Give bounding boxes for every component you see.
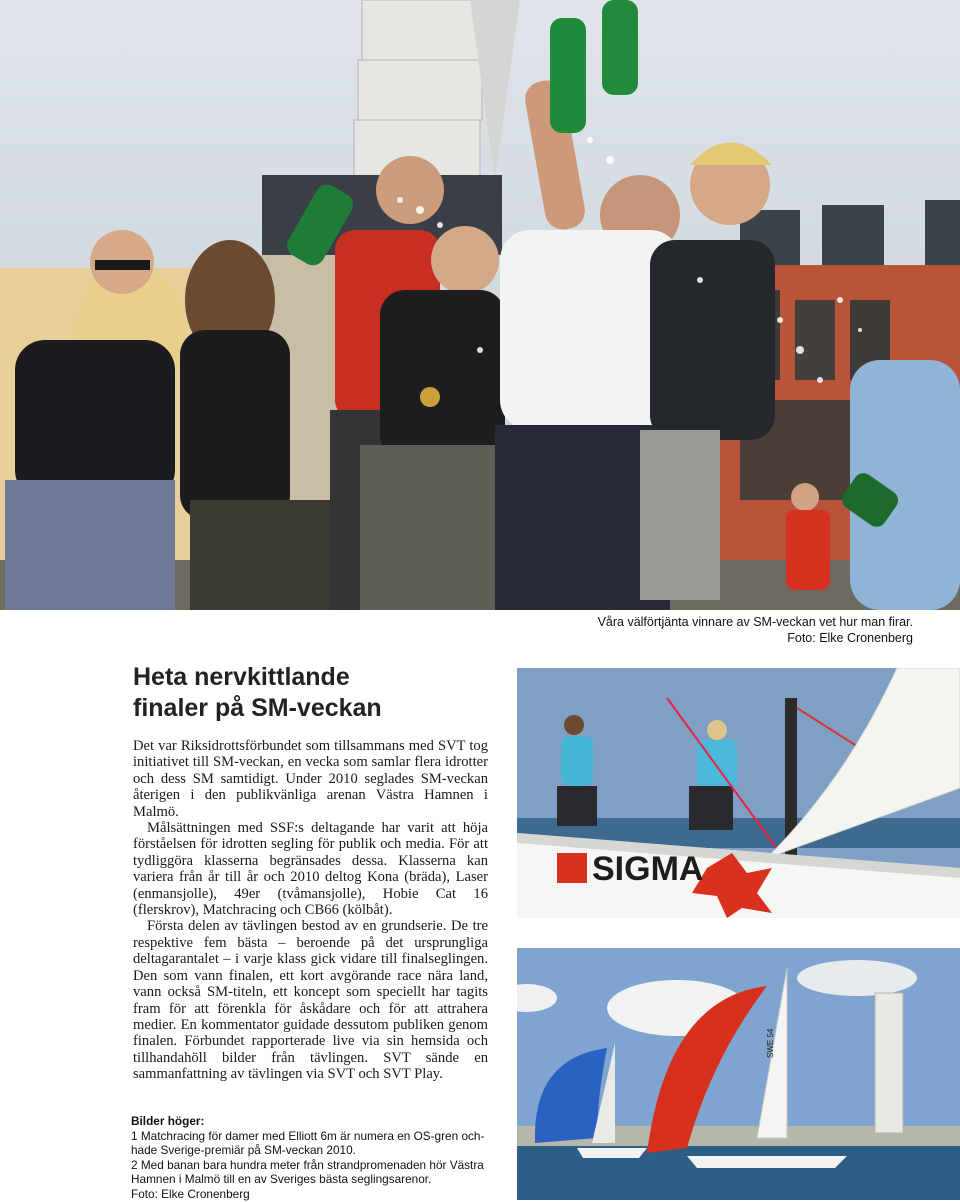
headline-line-2: finaler på SM-veckan [133,694,382,722]
caption-item-1: 1 Matchracing för damer med Elliott 6m är numera en OS-gren och-hade Sverige-premiär på SM-veckan 2010. [131,1128,485,1158]
article-headline [133,662,488,724]
headline-line-1: Heta nervkittlande [133,663,350,691]
captions-photo-credit: Foto: Elke Cronenberg [131,1186,250,1201]
article-paragraph: Första delen av tävlingen bestod av en grundserie. De tre respektive fem bästa – beroende på det ursprungliga deltagarantalet – i varje klass gick vidare till finalseglingen. Den som vann finalen, ett kort avgörande race nära land, vann också SM-titeln, ett koncept som speciellt har tagits fram för att förenkla för åskådare och för att attrahera medier. En kommentator guidade dessutom publiken genom finalen. Förbundet rapporterade live via sin hemsida och tillhandahöll bilder från tävlingen. SVT sände en sammanfattning av tävlingen via SVT och SVT Play. [133,918,488,1083]
article [133,662,488,1083]
article-body [133,738,488,1083]
hero-photo-credit: Foto: Elke Cronenberg [787,631,913,645]
match-racing-illustration [517,668,960,918]
article-paragraph: Det var Riksidrottsförbundet som tillsammans med SVT tog initiativet till SM-veckan, en vecka som samlar flera idrotter och dess SM samtidigt. Under 2010 seglades SM-veckan återigen i den publikvänliga arenan Västra Hamnen i Malmö. [133,738,488,820]
hero-caption [598,614,913,646]
sail-number: SWE 54 [766,1028,775,1058]
article-paragraph: Målsättningen med SSF:s deltagande har varit att höja förståelsen för idrotten segling för publik och media. För att tydliggöra klasserna begränsades dessa. Klasserna kan variera från år till år och 2010 deltog Kona (bräda), Laser (enmansjolle), 49er (tvåmansjolle), Hobie Cat 16 (flerskrov), Matchracing och CB66 (kölbåt). [133,820,488,919]
harbour-photo [517,948,960,1200]
hull-sponsor-text: SIGMA [592,850,704,888]
photo-captions [131,1114,501,1202]
harbour-illustration [517,948,960,1200]
captions-heading: Bilder höger: [131,1114,205,1128]
caption-item-2: 2 Med banan bara hundra meter från strandpromenaden hör Västra Hamnen i Malmö till en av Sveriges bästa seglingsarenor. [131,1157,484,1187]
match-racing-photo [517,668,960,918]
hero-caption-text: Våra välförtjänta vinnare av SM-veckan vet hur man firar. [597,615,913,629]
